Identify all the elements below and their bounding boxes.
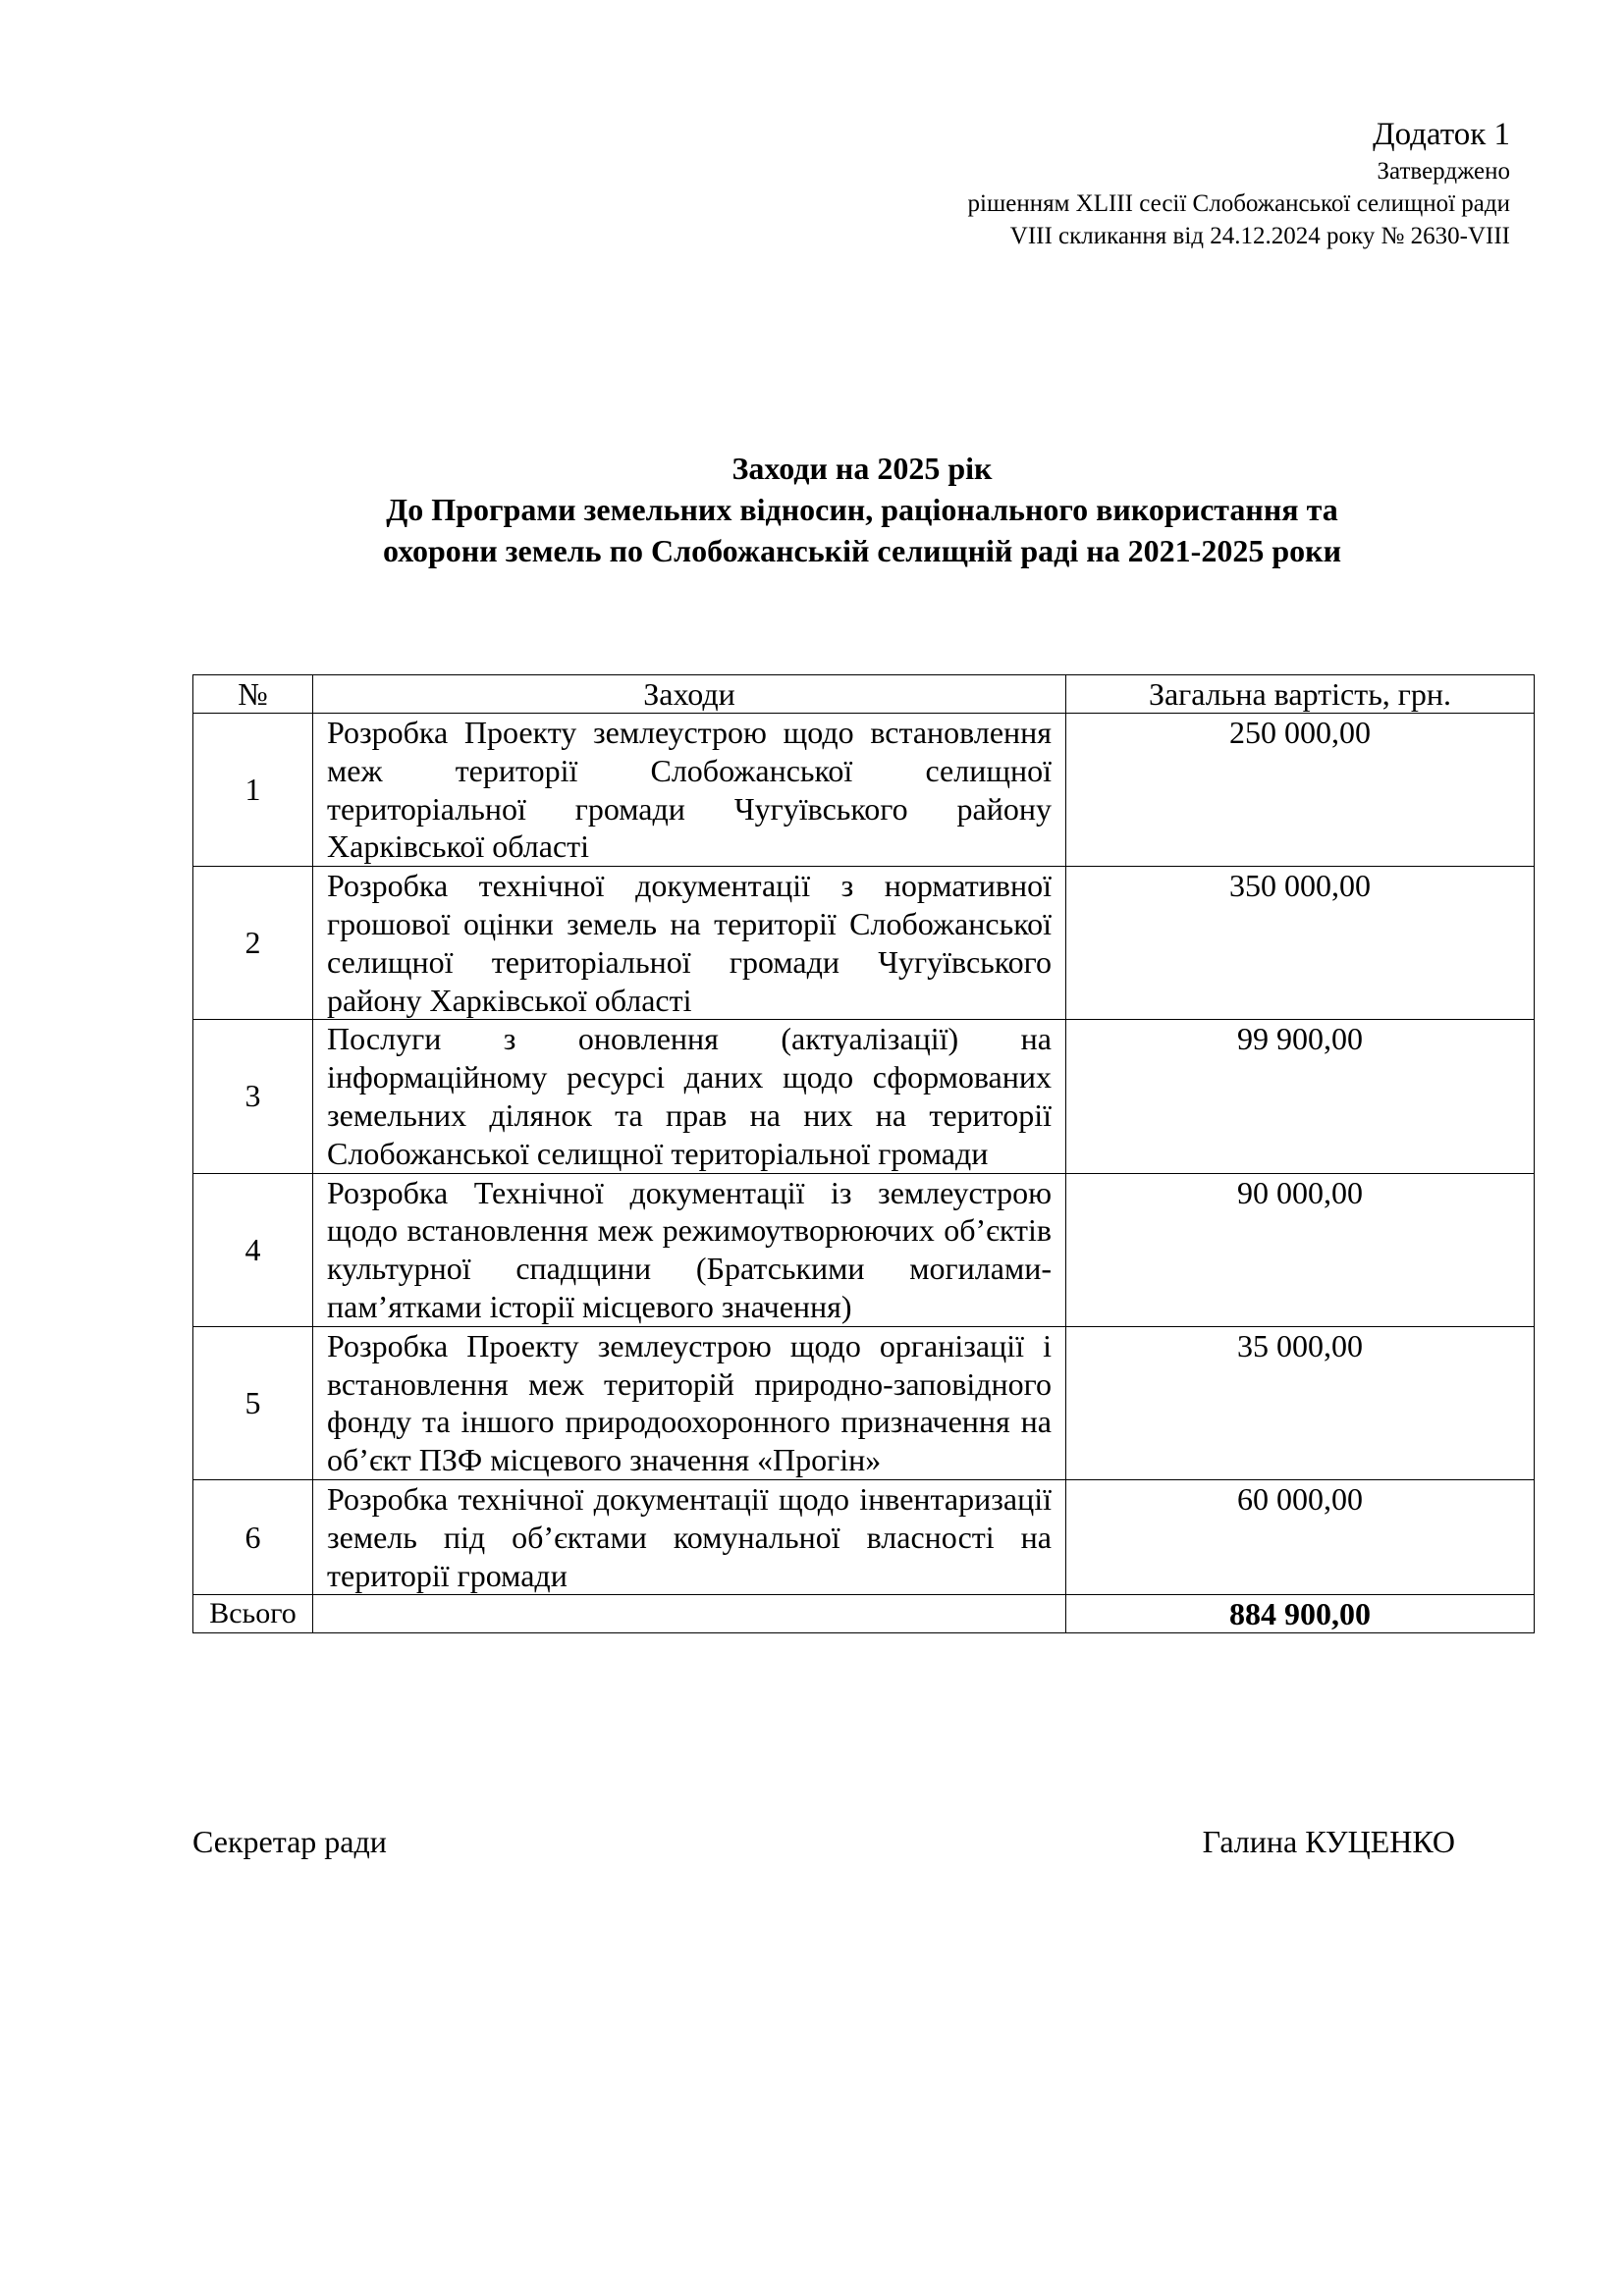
row-measure: Розробка технічної документації щодо інвентаризації земель під об’єктами комунальної власності на території громади [313, 1479, 1066, 1594]
row-cost: 60 000,00 [1066, 1479, 1535, 1594]
header-measures: Заходи [313, 675, 1066, 714]
row-cost: 250 000,00 [1066, 714, 1535, 867]
title-line-3: охорони земель по Слобожанській селищній раді на 2021-2025 роки [382, 533, 1341, 568]
table-total-row [193, 1595, 1535, 1633]
approved-label: Затверджено [1377, 158, 1510, 185]
signature-name: Галина КУЦЕНКО [1202, 1824, 1455, 1859]
decision-line: рішенням XLIII сесії Слобожанської селищної ради [967, 190, 1510, 217]
total-cost: 884 900,00 [1066, 1595, 1535, 1633]
table-row [193, 714, 1535, 867]
table-row [193, 1326, 1535, 1479]
table-row [193, 867, 1535, 1020]
appendix-label: Додаток 1 [1373, 117, 1510, 152]
row-measure: Послуги з оновлення (актуалізації) на інформаційному ресурсі даних щодо сформованих земельних ділянок та прав на них на території Слобожанської селищної територіальної громади [313, 1020, 1066, 1173]
row-measure: Розробка Проекту землеустрою щодо встановлення меж території Слобожанської селищної територіальної громади Чугуївського району Харківської області [313, 714, 1066, 867]
row-number: 5 [193, 1326, 313, 1479]
header-cost: Загальна вартість, грн. [1066, 675, 1535, 714]
total-label: Всього [193, 1595, 313, 1633]
row-cost: 350 000,00 [1066, 867, 1535, 1020]
table-row [193, 1020, 1535, 1173]
signature-position: Секретар ради [192, 1824, 387, 1859]
table-row [193, 1479, 1535, 1594]
row-number: 2 [193, 867, 313, 1020]
row-measure: Розробка Технічної документації із землеустрою щодо встановлення меж режимоутворюючих об’єктів культурної спадщини (Братськими могилами- пам’ятками історії місцевого значення) [313, 1173, 1066, 1326]
row-cost: 35 000,00 [1066, 1326, 1535, 1479]
header-number: № [193, 675, 313, 714]
row-measure: Розробка Проекту землеустрою щодо організації і встановлення меж територій природно-заповідного фонду та іншого природоохоронного призначення на об’єкт ПЗФ місцевого значення «Прогін» [313, 1326, 1066, 1479]
approval-block [968, 114, 1510, 252]
table-header-row [193, 675, 1535, 714]
table-row [193, 1173, 1535, 1326]
row-number: 4 [193, 1173, 313, 1326]
measures-table [192, 674, 1535, 1633]
convocation-line: VIII скликання від 24.12.2024 року № 2630-VIII [1009, 223, 1510, 249]
row-number: 3 [193, 1020, 313, 1173]
title-line-1: Заходи на 2025 рік [731, 451, 993, 486]
row-measure: Розробка технічної документації з нормативної грошової оцінки земель на території Слобожанської селищної територіальної громади Чугуївського району Харківської області [313, 867, 1066, 1020]
row-number: 1 [193, 714, 313, 867]
total-measure-cell [313, 1595, 1066, 1633]
row-cost: 99 900,00 [1066, 1020, 1535, 1173]
title-line-2: До Програми земельних відносин, раціонального використання та [386, 492, 1338, 527]
row-cost: 90 000,00 [1066, 1173, 1535, 1326]
document-title [192, 448, 1532, 571]
row-number: 6 [193, 1479, 313, 1594]
